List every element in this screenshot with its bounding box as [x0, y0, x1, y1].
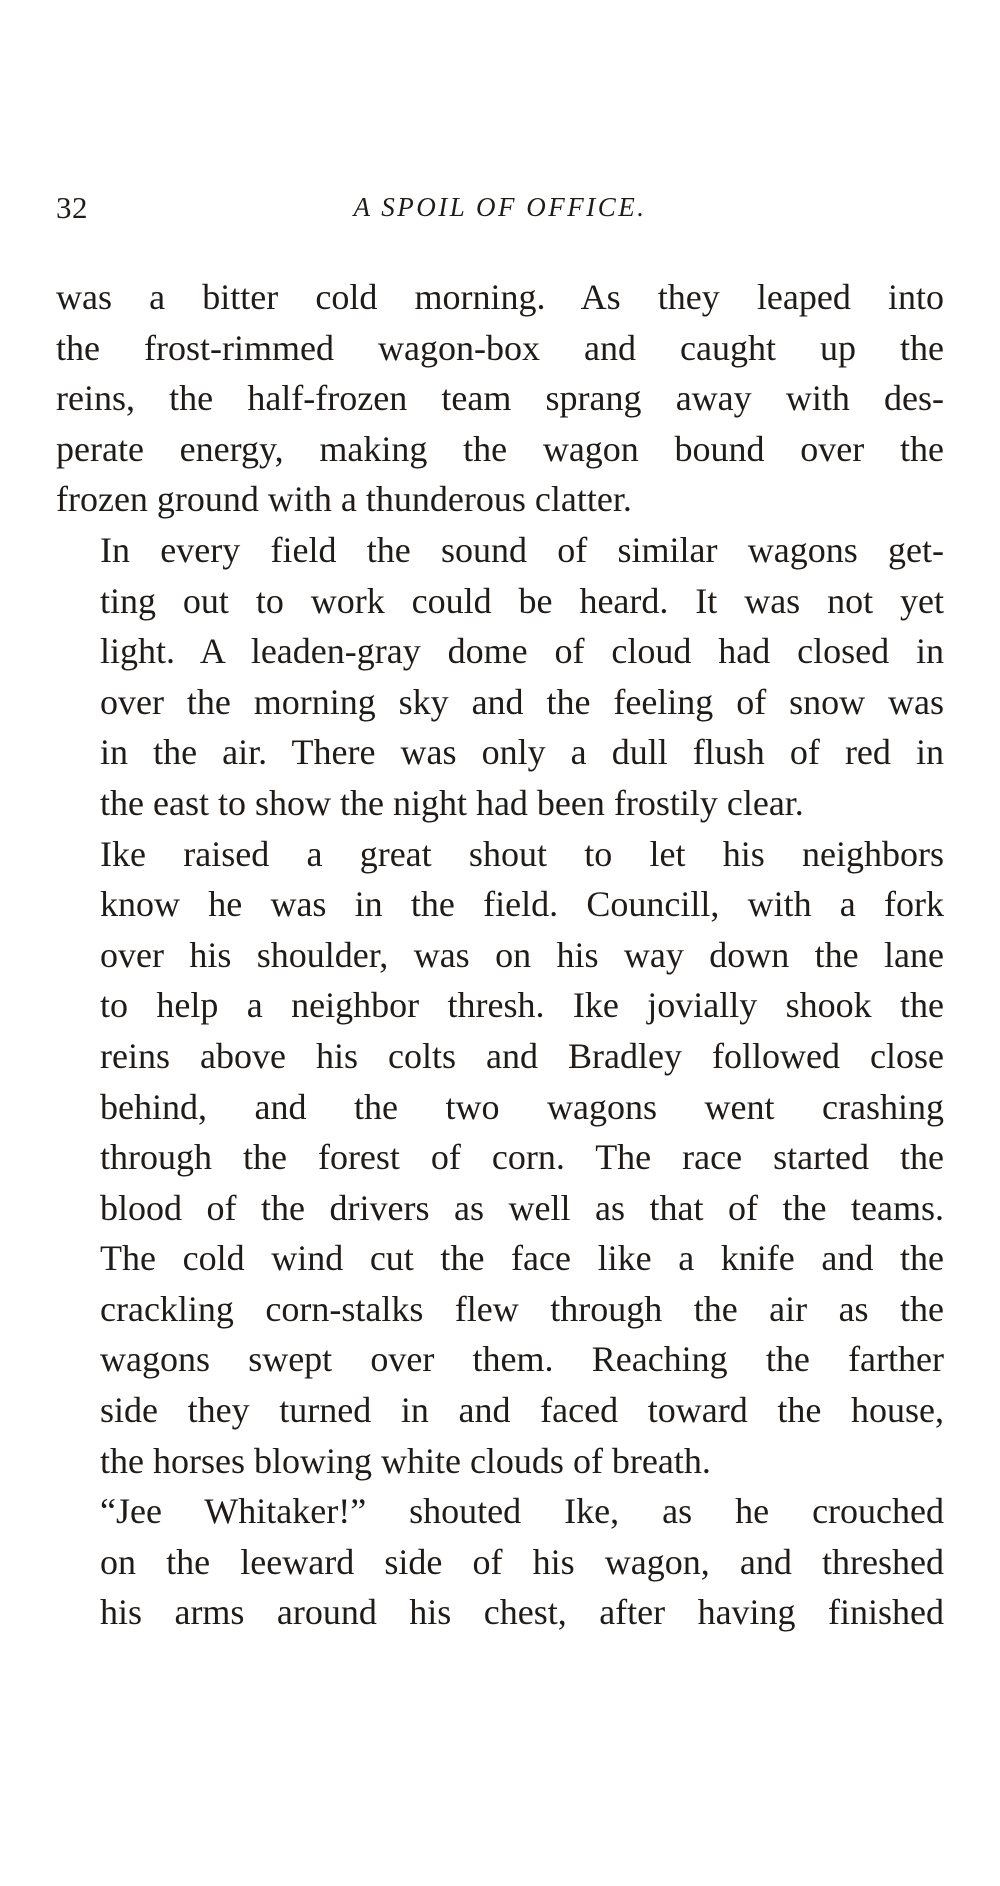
text-line: over his shoulder, was on his way down the lane: [100, 934, 944, 975]
running-head: [56, 190, 944, 230]
text-line: In every field the sound of similar wagons get-: [100, 529, 944, 570]
text-line: light. A leaden-gray dome of cloud had closed in: [100, 631, 944, 672]
text-line: over the morning sky and the feeling of snow was: [100, 681, 944, 722]
paragraph: [56, 829, 944, 1487]
text-line: crackling corn-stalks flew through the air as the: [100, 1288, 944, 1329]
text-line: Ike raised a great shout to let his neighbors: [100, 833, 944, 874]
text-line: The cold wind cut the face like a knife and the: [100, 1238, 944, 1279]
text-line: the horses blowing white clouds of breath.: [100, 1440, 711, 1481]
text-line: his arms around his chest, after having finished: [100, 1592, 944, 1633]
text-line: through the forest of corn. The race started the: [100, 1137, 944, 1178]
text-line: the east to show the night had been frostily clear.: [100, 782, 804, 823]
text-line: to help a neighbor thresh. Ike jovially shook the: [100, 985, 944, 1026]
text-line: reins above his colts and Bradley followed close: [100, 1035, 944, 1076]
text-line: perate energy, making the wagon bound over the: [56, 428, 944, 469]
body-text: [56, 272, 944, 1638]
running-title: A SPOIL OF OFFICE.: [353, 192, 647, 222]
text-line: on the leeward side of his wagon, and threshed: [100, 1541, 944, 1582]
text-line: the frost-rimmed wagon-box and caught up the: [56, 327, 944, 368]
paragraph: [56, 1486, 944, 1638]
paragraph: [56, 525, 944, 829]
paragraph: [56, 272, 944, 525]
text-line: wagons swept over them. Reaching the farther: [100, 1339, 944, 1380]
text-line: behind, and the two wagons went crashing: [100, 1086, 944, 1127]
text-line: blood of the drivers as well as that of the teams.: [100, 1187, 944, 1228]
text-line: in the air. There was only a dull flush of red in: [100, 732, 944, 773]
text-line: “Jee Whitaker!” shouted Ike, as he crouched: [100, 1491, 944, 1532]
text-line: reins, the half-frozen team sprang away with des-: [56, 378, 944, 419]
text-line: side they turned in and faced toward the house,: [100, 1390, 944, 1431]
text-line: was a bitter cold morning. As they leaped into: [56, 277, 944, 317]
page-number: 32: [56, 190, 88, 225]
text-line: know he was in the field. Councill, with a fork: [100, 884, 944, 925]
text-line: frozen ground with a thunderous clatter.: [56, 479, 632, 520]
text-line: ting out to work could be heard. It was not yet: [100, 580, 944, 621]
